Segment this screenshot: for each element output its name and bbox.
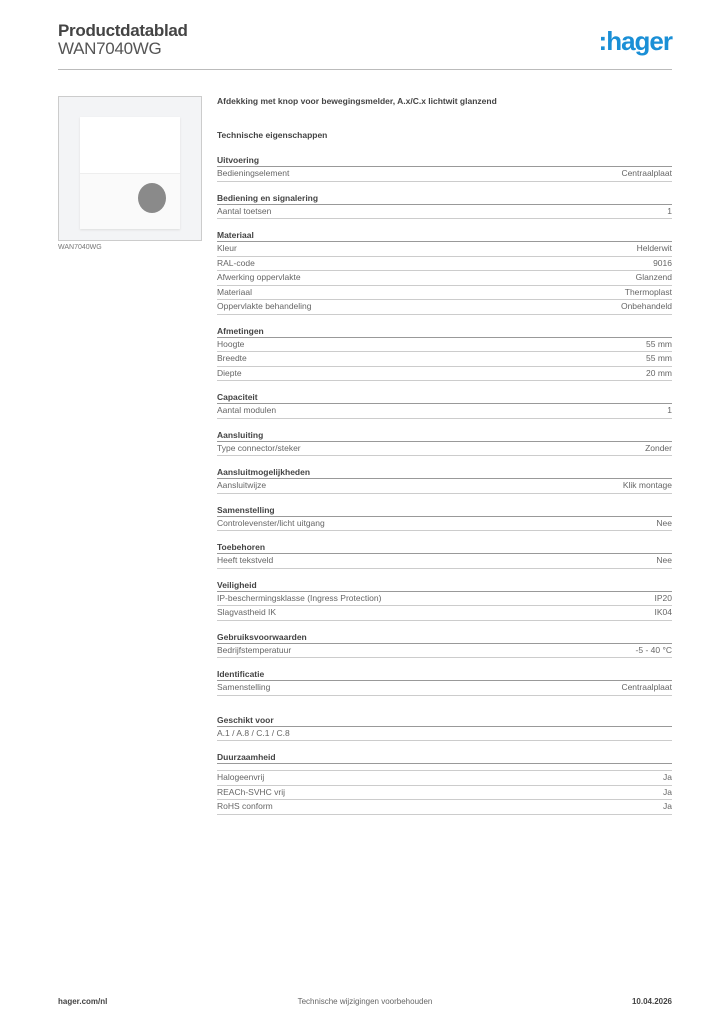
spec-section <box>217 541 672 569</box>
spec-row <box>217 367 672 382</box>
spec-row <box>217 167 672 182</box>
spec-row <box>217 786 672 801</box>
spec-section <box>217 154 672 182</box>
spec-section <box>217 751 672 815</box>
footer-date: 10.04.2026 <box>631 997 672 1006</box>
section-title: Aansluitmogelijkheden <box>217 466 672 479</box>
section-title: Toebehoren <box>217 541 672 554</box>
spec-value: 1 <box>667 205 672 216</box>
spec-row <box>217 271 672 286</box>
spec-row <box>217 257 672 272</box>
spec-row <box>217 554 672 569</box>
spec-value: Centraalplaat <box>621 168 672 178</box>
spec-row <box>217 404 672 419</box>
spec-content <box>217 96 672 825</box>
spec-value: IP20 <box>654 592 672 603</box>
spec-label: Samenstelling <box>217 682 271 692</box>
spec-value: Ja <box>663 772 672 782</box>
spec-row <box>217 800 672 815</box>
spec-row <box>217 517 672 532</box>
spec-label: RoHS conform <box>217 801 273 811</box>
spec-value: Helderwit <box>636 243 672 253</box>
spec-label: REACh-SVHC vrij <box>217 786 286 797</box>
footer-disclaimer: Technische wijzigingen voorbehouden <box>297 997 433 1006</box>
spec-row <box>217 338 672 353</box>
section-title: Capaciteit <box>217 391 672 404</box>
spec-value: Zonder <box>645 442 672 453</box>
knob <box>138 183 166 213</box>
spec-label: Materiaal <box>217 286 252 297</box>
spec-value: 55 mm <box>646 338 672 349</box>
spec-section <box>217 429 672 457</box>
spec-section <box>217 325 672 382</box>
spec-row <box>217 681 672 696</box>
spec-value: Onbehandeld <box>620 301 672 311</box>
spec-row <box>217 300 672 315</box>
section-title: Afmetingen <box>217 325 672 338</box>
spec-row <box>217 352 672 367</box>
spec-section <box>217 229 672 315</box>
spec-section <box>217 466 672 494</box>
product-code: WAN7040WG <box>58 39 162 58</box>
spec-label: Afwerking oppervlakte <box>217 272 301 282</box>
spacer <box>217 764 672 771</box>
spec-row <box>217 442 672 457</box>
section-title: Bediening en signalering <box>217 192 672 205</box>
spec-label: Aantal modulen <box>217 405 277 415</box>
spec-row <box>217 286 672 301</box>
spec-value: 1 <box>667 405 672 415</box>
product-description: Afdekking met knop voor bewegingsmelder, A.x/C.x lichtwit glanzend <box>217 96 497 106</box>
spec-label: Slagvastheid IK <box>217 607 277 617</box>
section-title: Identificatie <box>217 668 672 681</box>
spec-row <box>217 644 672 659</box>
spec-section <box>217 631 672 659</box>
section-title: Gebruiksvoorwaarden <box>217 631 672 644</box>
spec-section <box>217 391 672 419</box>
spec-value: 20 mm <box>646 367 672 378</box>
spec-label: Aansluitwijze <box>217 480 267 490</box>
image-caption: WAN7040WG <box>58 244 102 251</box>
spec-label: Bedieningselement <box>217 168 290 178</box>
spec-value: Nee <box>656 517 672 528</box>
section-title: Materiaal <box>217 229 672 242</box>
spec-label: Diepte <box>217 367 242 378</box>
spec-value: Ja <box>663 786 672 797</box>
section-title: Veiligheid <box>217 579 672 592</box>
section-title: Geschikt voor <box>217 714 672 727</box>
spec-label: Hoogte <box>217 338 245 349</box>
header-divider <box>58 69 672 70</box>
spec-value: Glanzend <box>635 272 672 282</box>
spec-section <box>217 504 672 532</box>
spec-label: Bedrijfstemperatuur <box>217 644 292 655</box>
spec-row <box>217 592 672 607</box>
spec-label: Controlevenster/licht uitgang <box>217 517 325 528</box>
spec-label: Breedte <box>217 353 247 363</box>
spec-value: Thermoplast <box>624 286 672 297</box>
spec-value: -5 - 40 °C <box>635 644 672 655</box>
cover-plate <box>80 117 180 229</box>
tech-heading: Technische eigenschappen <box>217 130 328 140</box>
spec-label: Kleur <box>217 243 237 253</box>
hager-logo: :hager <box>598 26 672 56</box>
spec-label: Halogeenvrij <box>217 772 265 782</box>
spec-value: Klik montage <box>622 480 672 490</box>
section-title: Uitvoering <box>217 154 672 167</box>
section-title: Aansluiting <box>217 429 672 442</box>
page-title: Productdatablad <box>58 21 188 40</box>
footer-website[interactable]: hager.com/nl <box>58 997 108 1006</box>
spec-row <box>217 771 672 786</box>
spec-label: Oppervlakte behandeling <box>217 301 312 311</box>
spec-value: Nee <box>656 555 672 565</box>
spec-section <box>217 668 672 696</box>
spec-row <box>217 727 672 742</box>
spec-row <box>217 606 672 621</box>
spec-row <box>217 242 672 257</box>
spec-label: RAL-code <box>217 257 255 268</box>
spec-label: Aantal toetsen <box>217 205 272 216</box>
spec-value: 55 mm <box>646 353 672 363</box>
section-title: Samenstelling <box>217 504 672 517</box>
spec-label: IP-beschermingsklasse (Ingress Protection) <box>217 592 382 603</box>
spec-section <box>217 579 672 621</box>
spec-sections <box>217 154 672 815</box>
spec-section <box>217 192 672 220</box>
spec-label: Heeft tekstveld <box>217 555 274 565</box>
spec-label: A.1 / A.8 / C.1 / C.8 <box>217 727 290 738</box>
spec-value: Ja <box>663 801 672 811</box>
spec-value: IK04 <box>654 607 672 617</box>
spec-section <box>217 714 672 742</box>
spec-value: 9016 <box>653 257 672 268</box>
product-image <box>58 96 202 241</box>
spec-value: Centraalplaat <box>621 682 672 692</box>
spec-row <box>217 205 672 220</box>
section-title: Duurzaamheid <box>217 751 672 764</box>
spec-row <box>217 479 672 494</box>
spec-label: Type connector/steker <box>217 442 301 453</box>
